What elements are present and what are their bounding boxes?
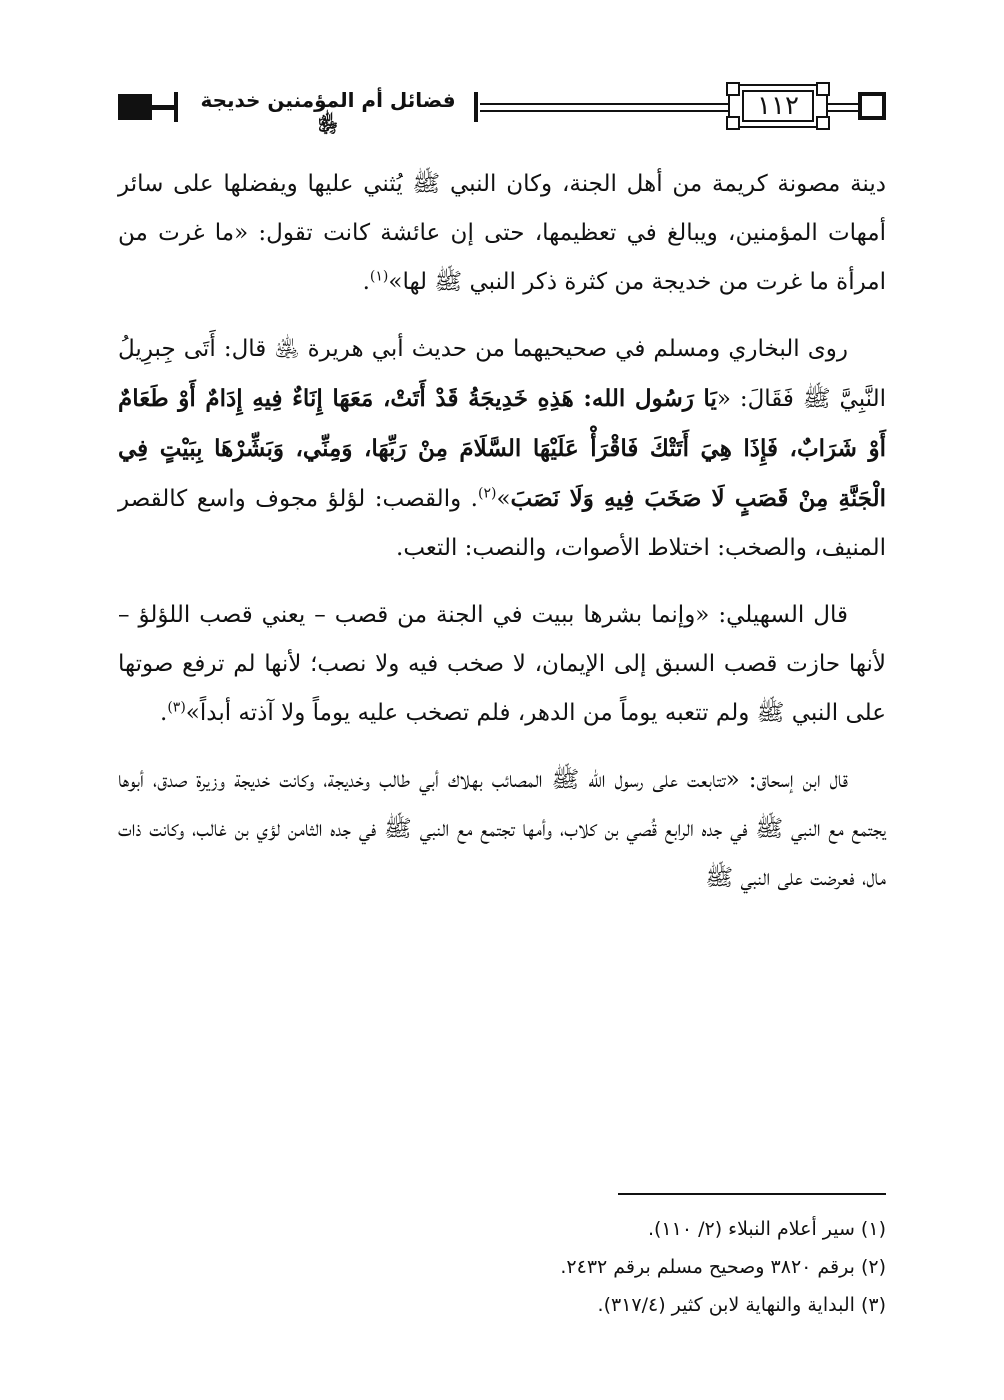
header-ornament-bar (152, 105, 174, 110)
paragraph-text: قال السهيلي: «وإنما بشرها ببيت في الجنة من قصب – يعني قصب اللؤلؤ – لأنها حازت قصب السبق إلى الإيمان، لا صخب فيه ولا نصب؛ لأنها لم ترفع صوتها على النبي ﷺ ولم تتعبه يوماً من الدهر، فلم تصخب عليه يوماً ولا آذته أبداً» (118, 602, 886, 726)
footnote: (١) سير أعلام النبلاء (٢/ ١١٠). (647, 1218, 886, 1240)
paragraph (118, 160, 886, 307)
hadith-quote: يَا رَسُول الله: هَذِهِ خَدِيجَةُ قَدْ أَتَتْ، مَعَهَا إِنَاءٌ فِيهِ إِدَامٌ أَوْ طَعَامٌ أَوْ شَرَابٌ، فَإِذَا هِيَ أَتَتْكَ فَاقْرَأْ عَلَيْهَا السَّلَامَ مِنْ رَبِّهَا، وَمِنِّي، وَبَشِّرْهَا بِبَيْتٍ فِي الْجَنَّةِ مِنْ قَصَبٍ لَا صَخَبَ فِيهِ وَلَا نَصَبَ (118, 385, 887, 512)
paragraph (118, 756, 886, 903)
header-ornament-bar (474, 92, 478, 122)
paragraph-text: دينة مصونة كريمة من أهل الجنة، وكان النبي ﷺ يُثني عليها ويفضلها على سائر أمهات المؤمنين، ويبالغ في تعظيمها، حتى إن عائشة كانت تقول: «ما غرت من امرأة ما غرت من خديجة من كثرة ذكر النبي ﷺ لها» (118, 171, 886, 295)
page-body (118, 160, 886, 921)
paragraph-intro: روى البخاري ومسلم في صحيحيهما من حديث أبي هريرة ﵁ قال: أَتَى جِبرِيلُ النَّبِيَّ ﷺ فَقَالَ: « (118, 336, 886, 412)
paragraph (118, 325, 886, 573)
page-number: ١١٢ (742, 90, 814, 122)
footnotes (118, 1210, 886, 1324)
header-double-rule (480, 103, 728, 112)
running-title: فضائل أم المؤمنين خديجة ﵂ (200, 88, 456, 136)
paragraph (118, 591, 886, 738)
paragraph-tail: . (160, 700, 168, 726)
paragraph-tail: . والقصب: لؤلؤ مجوف واسع كالقصر المنيف، والصخب: اختلاط الأصوات، والنصب: التعب. (118, 486, 886, 561)
page-header (118, 82, 886, 136)
frame-corner (726, 82, 740, 96)
header-ornament-bar (174, 92, 178, 122)
footnote: (٢) برقم ٣٨٢٠ وصحيح مسلم برقم ٢٤٣٢. (560, 1256, 886, 1278)
frame-corner (726, 116, 740, 130)
paragraph-tail: . (362, 269, 370, 295)
footnote-separator (618, 1193, 886, 1195)
header-ornament-square (858, 92, 886, 120)
footnote-ref: (١) (369, 268, 389, 285)
footnote-ref: (٢) (477, 485, 497, 502)
footnote-ref: (٣) (167, 699, 186, 716)
footnote: (٣) البداية والنهاية لابن كثير (٣١٧/٤). (597, 1294, 886, 1316)
quote-close: » (496, 486, 511, 512)
frame-corner (816, 116, 830, 130)
paragraph-text: قال ابن إسحاق: «تتابعت على رسول الله ﷺ المصائب بهلاك أبي طالب وخديجة، وكانت خديجة وزيرة صدق، أبوها يجتمع مع النبي ﷺ في جده الرابع قُصي بن كلاب، وأمها تجتمع مع النبي ﷺ في جده الثامن لؤي بن غالب، وكانت ذات مال، فعرضت على النبي ﷺ (118, 767, 886, 891)
header-double-rule (828, 103, 858, 112)
page-number-frame (728, 84, 828, 128)
header-ornament-block (118, 94, 152, 120)
frame-corner (816, 82, 830, 96)
